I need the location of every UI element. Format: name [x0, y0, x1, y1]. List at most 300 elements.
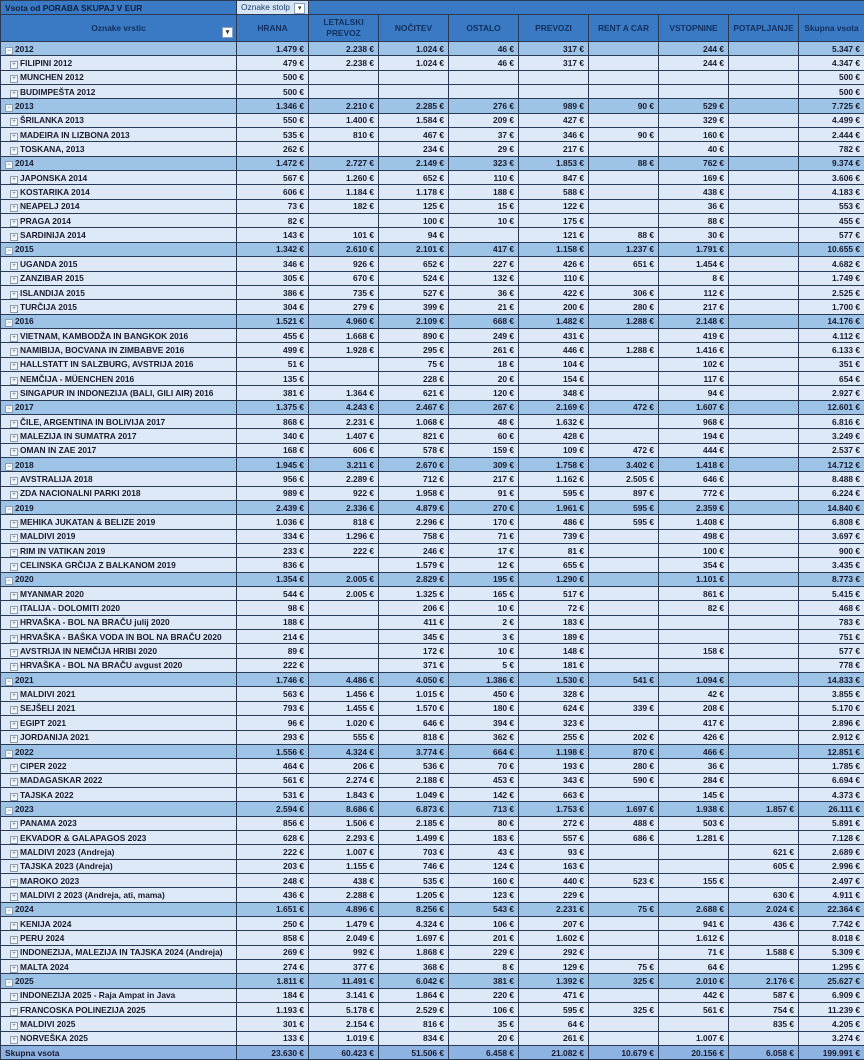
value-cell[interactable]: 488 €: [589, 816, 659, 830]
expand-icon[interactable]: +: [10, 233, 18, 241]
value-cell[interactable]: 90 €: [589, 99, 659, 113]
value-cell[interactable]: [589, 687, 659, 701]
row-label-cell[interactable]: [1, 429, 237, 443]
value-cell[interactable]: 4.324 €: [379, 916, 449, 930]
row-label-cell[interactable]: [1, 85, 237, 99]
value-cell[interactable]: 856 €: [237, 816, 309, 830]
collapse-icon[interactable]: −: [5, 577, 13, 585]
value-cell[interactable]: 6.909 €: [799, 988, 864, 1002]
value-cell[interactable]: 217 €: [449, 472, 519, 486]
value-cell[interactable]: 500 €: [799, 85, 864, 99]
value-cell[interactable]: [729, 816, 799, 830]
row-label-cell[interactable]: [1, 156, 237, 170]
value-cell[interactable]: 1.454 €: [659, 257, 729, 271]
value-cell[interactable]: 821 €: [379, 429, 449, 443]
value-cell[interactable]: 1.193 €: [237, 1003, 309, 1017]
row-label-cell[interactable]: [1, 386, 237, 400]
value-cell[interactable]: 8 €: [449, 960, 519, 974]
value-cell[interactable]: [729, 673, 799, 687]
row-label-cell[interactable]: [1, 257, 237, 271]
expand-icon[interactable]: +: [10, 534, 18, 542]
value-cell[interactable]: 968 €: [659, 414, 729, 428]
value-cell[interactable]: 5.347 €: [799, 42, 864, 56]
value-cell[interactable]: 93 €: [519, 845, 589, 859]
value-cell[interactable]: 339 €: [589, 701, 659, 715]
row-label-cell[interactable]: [1, 888, 237, 902]
value-cell[interactable]: 399 €: [379, 300, 449, 314]
value-cell[interactable]: 1.007 €: [659, 1031, 729, 1045]
expand-icon[interactable]: +: [10, 735, 18, 743]
value-cell[interactable]: 427 €: [519, 113, 589, 127]
value-cell[interactable]: 46 €: [449, 56, 519, 70]
value-cell[interactable]: 262 €: [237, 142, 309, 156]
value-cell[interactable]: 5.309 €: [799, 945, 864, 959]
expand-icon[interactable]: +: [10, 377, 18, 385]
value-cell[interactable]: 202 €: [589, 730, 659, 744]
value-cell[interactable]: 206 €: [309, 759, 379, 773]
column-header-hrana[interactable]: HRANA: [237, 15, 309, 42]
row-label-cell[interactable]: [1, 802, 237, 816]
value-cell[interactable]: 1.386 €: [449, 673, 519, 687]
value-cell[interactable]: 7.725 €: [799, 99, 864, 113]
value-cell[interactable]: 143 €: [237, 228, 309, 242]
value-cell[interactable]: 419 €: [659, 328, 729, 342]
value-cell[interactable]: 6.808 €: [799, 515, 864, 529]
value-cell[interactable]: 1.753 €: [519, 802, 589, 816]
expand-icon[interactable]: +: [10, 348, 18, 356]
value-cell[interactable]: [729, 658, 799, 672]
value-cell[interactable]: [729, 558, 799, 572]
value-cell[interactable]: 1.408 €: [659, 515, 729, 529]
value-cell[interactable]: 160 €: [659, 128, 729, 142]
value-cell[interactable]: 646 €: [379, 716, 449, 730]
value-cell[interactable]: 499 €: [237, 343, 309, 357]
value-cell[interactable]: 3.402 €: [589, 457, 659, 471]
value-cell[interactable]: 847 €: [519, 171, 589, 185]
value-cell[interactable]: 158 €: [659, 644, 729, 658]
value-cell[interactable]: [659, 85, 729, 99]
value-cell[interactable]: 818 €: [309, 515, 379, 529]
expand-icon[interactable]: +: [10, 305, 18, 313]
value-cell[interactable]: [589, 916, 659, 930]
value-cell[interactable]: 1.853 €: [519, 156, 589, 170]
value-cell[interactable]: 207 €: [519, 916, 589, 930]
value-cell[interactable]: 133 €: [237, 1031, 309, 1045]
value-cell[interactable]: 3.774 €: [379, 744, 449, 758]
value-cell[interactable]: 1.296 €: [309, 529, 379, 543]
value-cell[interactable]: 595 €: [589, 501, 659, 515]
value-cell[interactable]: 2.927 €: [799, 386, 864, 400]
value-cell[interactable]: 1.024 €: [379, 42, 449, 56]
value-cell[interactable]: 1.036 €: [237, 515, 309, 529]
value-cell[interactable]: [729, 214, 799, 228]
value-cell[interactable]: 73 €: [237, 199, 309, 213]
expand-icon[interactable]: +: [10, 620, 18, 628]
value-cell[interactable]: 244 €: [659, 42, 729, 56]
value-cell[interactable]: 468 €: [799, 601, 864, 615]
value-cell[interactable]: 1.697 €: [589, 802, 659, 816]
value-cell[interactable]: 129 €: [519, 960, 589, 974]
row-label-cell[interactable]: [1, 515, 237, 529]
collapse-icon[interactable]: −: [5, 506, 13, 514]
value-cell[interactable]: [729, 601, 799, 615]
value-cell[interactable]: 88 €: [589, 156, 659, 170]
value-cell[interactable]: 2.689 €: [799, 845, 864, 859]
column-header-prevozi[interactable]: PREVOZI: [519, 15, 589, 42]
value-cell[interactable]: 328 €: [519, 687, 589, 701]
value-cell[interactable]: 1.260 €: [309, 171, 379, 185]
expand-icon[interactable]: +: [10, 864, 18, 872]
value-cell[interactable]: [309, 630, 379, 644]
column-header-skupna-vsota[interactable]: Skupna vsota: [799, 15, 864, 42]
value-cell[interactable]: 529 €: [659, 99, 729, 113]
value-cell[interactable]: 1.418 €: [659, 457, 729, 471]
row-label-cell[interactable]: [1, 572, 237, 586]
row-label-cell[interactable]: [1, 529, 237, 543]
value-cell[interactable]: 782 €: [799, 142, 864, 156]
row-label-cell[interactable]: [1, 773, 237, 787]
expand-icon[interactable]: +: [10, 133, 18, 141]
value-cell[interactable]: [729, 400, 799, 414]
value-cell[interactable]: 652 €: [379, 171, 449, 185]
value-cell[interactable]: 208 €: [659, 701, 729, 715]
expand-icon[interactable]: +: [10, 90, 18, 98]
value-cell[interactable]: 276 €: [449, 99, 519, 113]
value-cell[interactable]: 652 €: [379, 257, 449, 271]
value-cell[interactable]: 270 €: [449, 501, 519, 515]
value-cell[interactable]: 120 €: [449, 386, 519, 400]
expand-icon[interactable]: +: [10, 821, 18, 829]
collapse-icon[interactable]: −: [5, 104, 13, 112]
value-cell[interactable]: 431 €: [519, 328, 589, 342]
value-cell[interactable]: [589, 357, 659, 371]
row-label-cell[interactable]: [1, 945, 237, 959]
row-label-cell[interactable]: [1, 787, 237, 801]
value-cell[interactable]: [589, 271, 659, 285]
value-cell[interactable]: 317 €: [519, 56, 589, 70]
value-cell[interactable]: 2.467 €: [379, 400, 449, 414]
value-cell[interactable]: 124 €: [449, 859, 519, 873]
value-cell[interactable]: 46 €: [449, 42, 519, 56]
value-cell[interactable]: 1.843 €: [309, 787, 379, 801]
value-cell[interactable]: [589, 414, 659, 428]
value-cell[interactable]: [729, 271, 799, 285]
value-cell[interactable]: 4.896 €: [309, 902, 379, 916]
value-cell[interactable]: [589, 1031, 659, 1045]
value-cell[interactable]: 14.176 €: [799, 314, 864, 328]
value-cell[interactable]: 362 €: [449, 730, 519, 744]
value-cell[interactable]: 2.896 €: [799, 716, 864, 730]
row-label-cell[interactable]: [1, 99, 237, 113]
value-cell[interactable]: 535 €: [237, 128, 309, 142]
value-cell[interactable]: 1.290 €: [519, 572, 589, 586]
value-cell[interactable]: [729, 343, 799, 357]
value-cell[interactable]: 818 €: [379, 730, 449, 744]
value-cell[interactable]: 346 €: [237, 257, 309, 271]
value-cell[interactable]: 4.879 €: [379, 501, 449, 515]
value-cell[interactable]: 206 €: [379, 601, 449, 615]
value-cell[interactable]: 1.325 €: [379, 587, 449, 601]
value-cell[interactable]: 6.458 €: [449, 1046, 519, 1060]
value-cell[interactable]: [729, 960, 799, 974]
value-cell[interactable]: 2.288 €: [309, 888, 379, 902]
value-field-label[interactable]: Vsota od PORABA SKUPAJ V EUR: [1, 1, 237, 15]
value-cell[interactable]: 222 €: [237, 658, 309, 672]
column-filter-icon[interactable]: ▾: [294, 3, 305, 14]
value-cell[interactable]: 170 €: [449, 515, 519, 529]
row-label-cell[interactable]: [1, 916, 237, 930]
row-label-cell[interactable]: [1, 859, 237, 873]
value-cell[interactable]: [729, 185, 799, 199]
value-cell[interactable]: 2.336 €: [309, 501, 379, 515]
row-label-cell[interactable]: [1, 1017, 237, 1031]
value-cell[interactable]: [729, 486, 799, 500]
value-cell[interactable]: 2.529 €: [379, 1003, 449, 1017]
value-cell[interactable]: 1.407 €: [309, 429, 379, 443]
value-cell[interactable]: 106 €: [449, 916, 519, 930]
value-cell[interactable]: 217 €: [519, 142, 589, 156]
value-cell[interactable]: 272 €: [519, 816, 589, 830]
value-cell[interactable]: 10 €: [449, 214, 519, 228]
value-cell[interactable]: 267 €: [449, 400, 519, 414]
row-label-cell[interactable]: [1, 630, 237, 644]
value-cell[interactable]: 88 €: [589, 228, 659, 242]
expand-icon[interactable]: +: [10, 706, 18, 714]
column-field-label[interactable]: [237, 1, 309, 15]
value-cell[interactable]: 541 €: [589, 673, 659, 687]
value-cell[interactable]: 75 €: [379, 357, 449, 371]
value-cell[interactable]: 3.211 €: [309, 457, 379, 471]
value-cell[interactable]: [589, 888, 659, 902]
value-cell[interactable]: [729, 357, 799, 371]
value-cell[interactable]: 664 €: [449, 744, 519, 758]
row-label-cell[interactable]: [1, 242, 237, 256]
value-cell[interactable]: 436 €: [237, 888, 309, 902]
value-cell[interactable]: 2.176 €: [729, 974, 799, 988]
value-cell[interactable]: [589, 988, 659, 1002]
value-cell[interactable]: 4.324 €: [309, 744, 379, 758]
value-cell[interactable]: 1.392 €: [519, 974, 589, 988]
row-label-cell[interactable]: [1, 873, 237, 887]
value-cell[interactable]: 1.668 €: [309, 328, 379, 342]
value-cell[interactable]: 9.374 €: [799, 156, 864, 170]
collapse-icon[interactable]: −: [5, 161, 13, 169]
value-cell[interactable]: 1.938 €: [659, 802, 729, 816]
value-cell[interactable]: 3.855 €: [799, 687, 864, 701]
value-cell[interactable]: 606 €: [237, 185, 309, 199]
value-cell[interactable]: 3.697 €: [799, 529, 864, 543]
value-cell[interactable]: 36 €: [449, 285, 519, 299]
expand-icon[interactable]: +: [10, 850, 18, 858]
value-cell[interactable]: 5.170 €: [799, 701, 864, 715]
value-cell[interactable]: 325 €: [589, 974, 659, 988]
value-cell[interactable]: [729, 457, 799, 471]
value-cell[interactable]: [659, 859, 729, 873]
value-cell[interactable]: 557 €: [519, 830, 589, 844]
value-cell[interactable]: 109 €: [519, 443, 589, 457]
row-label-cell[interactable]: [1, 587, 237, 601]
value-cell[interactable]: 577 €: [799, 228, 864, 242]
value-cell[interactable]: 217 €: [659, 300, 729, 314]
value-cell[interactable]: [449, 85, 519, 99]
value-cell[interactable]: 655 €: [519, 558, 589, 572]
value-cell[interactable]: [589, 716, 659, 730]
value-cell[interactable]: 14.712 €: [799, 457, 864, 471]
row-label-cell[interactable]: [1, 343, 237, 357]
value-cell[interactable]: 132 €: [449, 271, 519, 285]
value-cell[interactable]: 2.188 €: [379, 773, 449, 787]
expand-icon[interactable]: +: [10, 721, 18, 729]
value-cell[interactable]: 712 €: [379, 472, 449, 486]
value-cell[interactable]: 1.416 €: [659, 343, 729, 357]
value-cell[interactable]: 123 €: [449, 888, 519, 902]
value-cell[interactable]: 772 €: [659, 486, 729, 500]
value-cell[interactable]: [589, 601, 659, 615]
value-cell[interactable]: [309, 142, 379, 156]
value-cell[interactable]: 11.491 €: [309, 974, 379, 988]
value-cell[interactable]: 4.112 €: [799, 328, 864, 342]
column-header-potapljanje[interactable]: POTAPLJANJE: [729, 15, 799, 42]
value-cell[interactable]: 2.238 €: [309, 42, 379, 56]
row-label-cell[interactable]: [1, 931, 237, 945]
value-cell[interactable]: 371 €: [379, 658, 449, 672]
value-cell[interactable]: 1.346 €: [237, 99, 309, 113]
value-cell[interactable]: 346 €: [519, 128, 589, 142]
collapse-icon[interactable]: −: [5, 979, 13, 987]
value-cell[interactable]: 125 €: [379, 199, 449, 213]
value-cell[interactable]: [729, 830, 799, 844]
value-cell[interactable]: [729, 156, 799, 170]
value-cell[interactable]: [729, 529, 799, 543]
value-cell[interactable]: [589, 429, 659, 443]
value-cell[interactable]: 255 €: [519, 730, 589, 744]
value-cell[interactable]: 345 €: [379, 630, 449, 644]
expand-icon[interactable]: +: [10, 1008, 18, 1016]
value-cell[interactable]: 621 €: [379, 386, 449, 400]
value-cell[interactable]: 248 €: [237, 873, 309, 887]
value-cell[interactable]: 578 €: [379, 443, 449, 457]
value-cell[interactable]: 1.607 €: [659, 400, 729, 414]
value-cell[interactable]: 4.243 €: [309, 400, 379, 414]
value-cell[interactable]: 870 €: [589, 744, 659, 758]
expand-icon[interactable]: +: [10, 922, 18, 930]
value-cell[interactable]: 1.158 €: [519, 242, 589, 256]
value-cell[interactable]: [729, 644, 799, 658]
value-cell[interactable]: [309, 558, 379, 572]
value-cell[interactable]: [589, 214, 659, 228]
value-cell[interactable]: 941 €: [659, 916, 729, 930]
value-cell[interactable]: 317 €: [519, 42, 589, 56]
value-cell[interactable]: 7.128 €: [799, 830, 864, 844]
value-cell[interactable]: 154 €: [519, 371, 589, 385]
value-cell[interactable]: 117 €: [659, 371, 729, 385]
value-cell[interactable]: 544 €: [237, 587, 309, 601]
value-cell[interactable]: 60.423 €: [309, 1046, 379, 1060]
value-cell[interactable]: 8.773 €: [799, 572, 864, 586]
value-cell[interactable]: [729, 70, 799, 84]
value-cell[interactable]: 2.670 €: [379, 457, 449, 471]
value-cell[interactable]: 279 €: [309, 300, 379, 314]
value-cell[interactable]: 543 €: [449, 902, 519, 916]
value-cell[interactable]: 1.162 €: [519, 472, 589, 486]
value-cell[interactable]: 810 €: [309, 128, 379, 142]
value-cell[interactable]: 428 €: [519, 429, 589, 443]
row-label-cell[interactable]: [1, 644, 237, 658]
value-cell[interactable]: 500 €: [799, 70, 864, 84]
value-cell[interactable]: 1.479 €: [309, 916, 379, 930]
value-cell[interactable]: [729, 56, 799, 70]
row-label-cell[interactable]: [1, 730, 237, 744]
value-cell[interactable]: 2.185 €: [379, 816, 449, 830]
value-cell[interactable]: 195 €: [449, 572, 519, 586]
value-cell[interactable]: 628 €: [237, 830, 309, 844]
row-label-cell[interactable]: [1, 300, 237, 314]
value-cell[interactable]: 453 €: [449, 773, 519, 787]
value-cell[interactable]: 922 €: [309, 486, 379, 500]
value-cell[interactable]: 183 €: [449, 830, 519, 844]
value-cell[interactable]: 524 €: [379, 271, 449, 285]
value-cell[interactable]: 835 €: [729, 1017, 799, 1031]
value-cell[interactable]: 20.156 €: [659, 1046, 729, 1060]
value-cell[interactable]: 295 €: [379, 343, 449, 357]
value-cell[interactable]: 2.525 €: [799, 285, 864, 299]
value-cell[interactable]: 531 €: [237, 787, 309, 801]
row-label-cell[interactable]: [1, 960, 237, 974]
value-cell[interactable]: [729, 386, 799, 400]
value-cell[interactable]: 442 €: [659, 988, 729, 1002]
value-cell[interactable]: [729, 544, 799, 558]
value-cell[interactable]: [589, 1017, 659, 1031]
value-cell[interactable]: 222 €: [309, 544, 379, 558]
value-cell[interactable]: [729, 371, 799, 385]
value-cell[interactable]: 17 €: [449, 544, 519, 558]
value-cell[interactable]: 89 €: [237, 644, 309, 658]
value-cell[interactable]: 30 €: [659, 228, 729, 242]
expand-icon[interactable]: +: [10, 362, 18, 370]
value-cell[interactable]: 23.630 €: [237, 1046, 309, 1060]
value-cell[interactable]: 182 €: [309, 199, 379, 213]
value-cell[interactable]: [589, 658, 659, 672]
value-cell[interactable]: 386 €: [237, 285, 309, 299]
value-cell[interactable]: 6.133 €: [799, 343, 864, 357]
row-label-cell[interactable]: [1, 601, 237, 615]
value-cell[interactable]: 746 €: [379, 859, 449, 873]
expand-icon[interactable]: +: [10, 663, 18, 671]
value-cell[interactable]: 426 €: [659, 730, 729, 744]
expand-icon[interactable]: +: [10, 276, 18, 284]
value-cell[interactable]: 12.851 €: [799, 744, 864, 758]
value-cell[interactable]: 2.912 €: [799, 730, 864, 744]
value-cell[interactable]: [449, 228, 519, 242]
value-cell[interactable]: [589, 185, 659, 199]
value-cell[interactable]: 334 €: [237, 529, 309, 543]
value-cell[interactable]: [589, 931, 659, 945]
collapse-icon[interactable]: −: [5, 750, 13, 758]
value-cell[interactable]: 1.015 €: [379, 687, 449, 701]
value-cell[interactable]: 25.627 €: [799, 974, 864, 988]
value-cell[interactable]: 6.816 €: [799, 414, 864, 428]
value-cell[interactable]: 3 €: [449, 630, 519, 644]
value-cell[interactable]: 2.005 €: [309, 572, 379, 586]
value-cell[interactable]: 1.928 €: [309, 343, 379, 357]
value-cell[interactable]: 527 €: [379, 285, 449, 299]
value-cell[interactable]: [729, 285, 799, 299]
value-cell[interactable]: [729, 773, 799, 787]
value-cell[interactable]: 72 €: [519, 601, 589, 615]
value-cell[interactable]: 325 €: [589, 1003, 659, 1017]
value-cell[interactable]: 1.049 €: [379, 787, 449, 801]
value-cell[interactable]: 1.400 €: [309, 113, 379, 127]
